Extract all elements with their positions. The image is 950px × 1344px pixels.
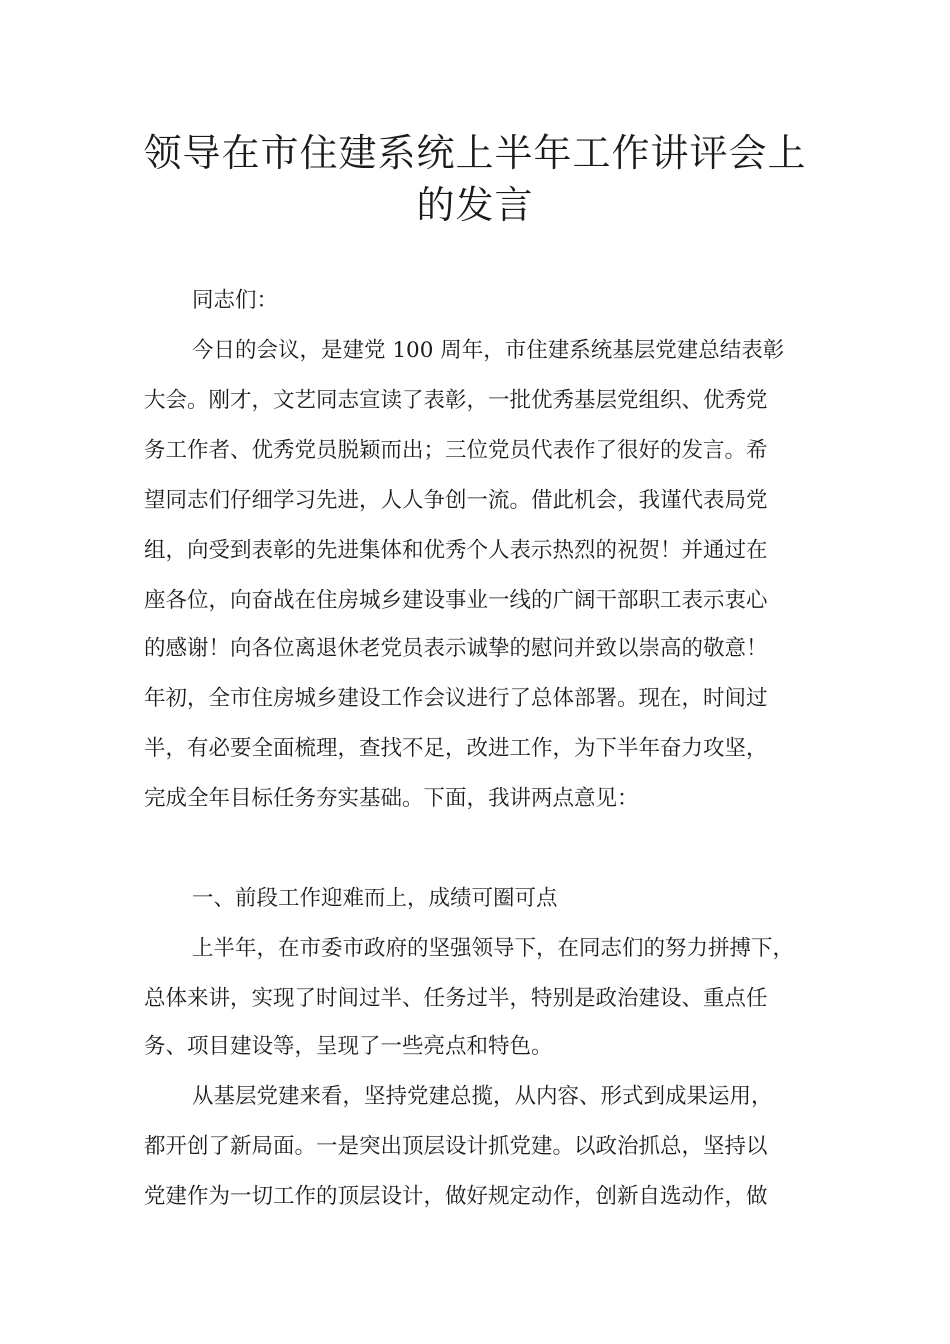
paragraph-line: 上半年，在市委市政府的坚强领导下，在同志们的努力拼搏下， — [192, 936, 795, 961]
paragraph-line: 完成全年目标任务夯实基础。下面，我讲两点意见： — [144, 786, 639, 811]
paragraph-line: 务工作者、优秀党员脱颖而出；三位党员代表作了很好的发言。希 — [144, 438, 768, 463]
paragraph-line: 党建作为一切工作的顶层设计，做好规定动作，创新自选动作，做 — [144, 1184, 768, 1209]
paragraph-line: 座各位，向奋战在住房城乡建设事业一线的广阔干部职工表示衷心 — [144, 588, 768, 613]
paragraph-line: 组，向受到表彰的先进集体和优秀个人表示热烈的祝贺！并通过在 — [144, 538, 768, 563]
paragraph-line: 务、项目建设等，呈现了一些亮点和特色。 — [144, 1034, 553, 1059]
paragraph-line: 今日的会议，是建党 100 周年，市住建系统基层党建总结表彰 — [192, 338, 785, 363]
section-heading: 一、前段工作迎难而上，成绩可圈可点 — [192, 886, 558, 911]
paragraph-line: 半，有必要全面梳理，查找不足，改进工作，为下半年奋力攻坚， — [144, 736, 768, 761]
document-title-line-2: 的发言 — [416, 183, 534, 227]
paragraph-line: 年初，全市住房城乡建设工作会议进行了总体部署。现在，时间过 — [144, 686, 768, 711]
paragraph-line: 总体来讲，实现了时间过半、任务过半，特别是政治建设、重点任 — [144, 986, 768, 1011]
paragraph-line: 的感谢！向各位离退休老党员表示诚挚的慰问并致以崇高的敬意！ — [144, 636, 768, 661]
salutation: 同志们： — [192, 288, 279, 313]
paragraph-line: 从基层党建来看，坚持党建总揽，从内容、形式到成果运用， — [192, 1084, 773, 1109]
document-title-line-1: 领导在市住建系统上半年工作讲评会上 — [143, 131, 807, 175]
paragraph-line: 大会。刚才，文艺同志宣读了表彰，一批优秀基层党组织、优秀党 — [144, 388, 768, 413]
paragraph-line: 望同志们仔细学习先进，人人争创一流。借此机会，我谨代表局党 — [144, 488, 768, 513]
paragraph-line: 都开创了新局面。一是突出顶层设计抓党建。以政治抓总，坚持以 — [144, 1134, 768, 1159]
